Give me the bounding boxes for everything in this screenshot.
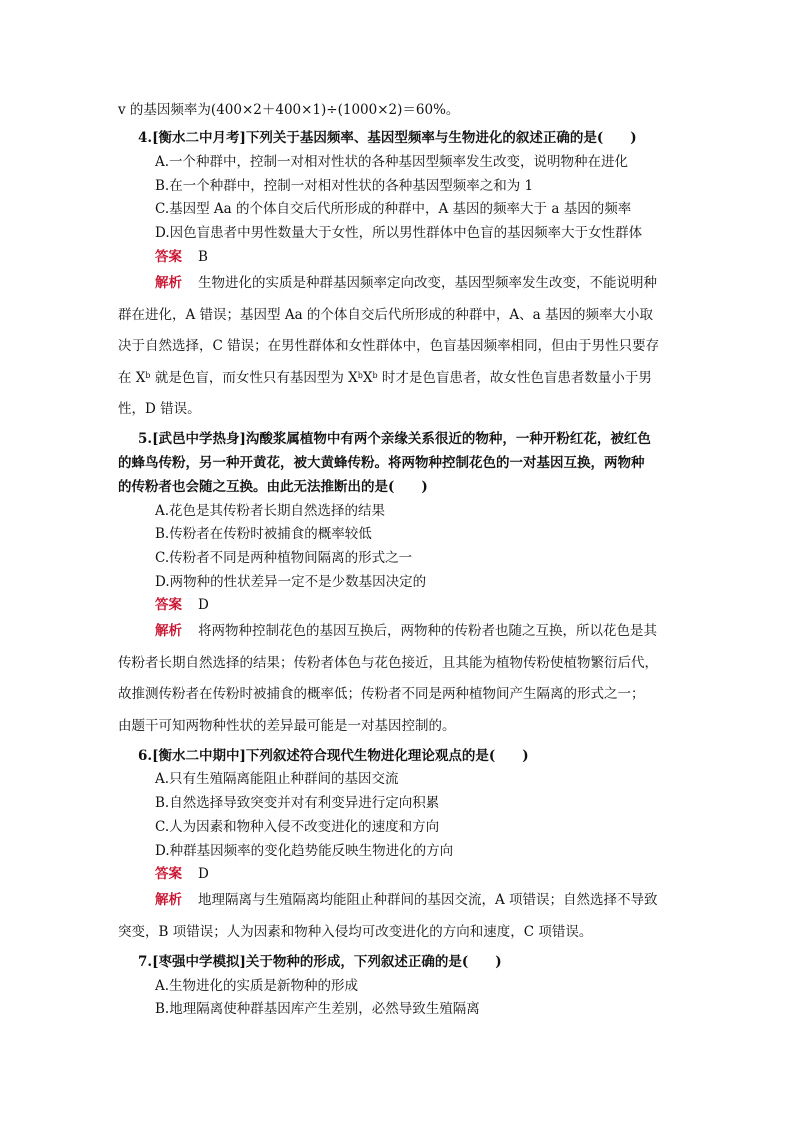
question-4-analysis-line-5: 性，D 错误。 [118,401,201,417]
question-6-option-c: C.人为因素和物种入侵不改变进化的速度和方向 [155,819,440,835]
answer-value: B [198,249,208,265]
analysis-text: 地理隔离与生殖隔离均能阻止种群间的基因交流，A 项错误；自然选择不导致 [198,892,658,908]
question-4-analysis-line-4 [118,370,652,386]
question-4-option-d: D.因色盲患者中男性数量大于女性，所以男性群体中色盲的基因频率大于女性群体 [155,225,643,241]
question-4-analysis-line-2: 群在进化，A 错误；基因型 Aa 的个体自交后代所形成的种群中，A、a 基因的频率大小取 [118,307,654,323]
question-4-option-c: C.基因型 Aa 的个体自交后代所形成的种群中，A 基因的频率大于 a 基因的频率 [155,201,632,217]
answer-label: 答案 [155,597,182,613]
question-4-option-a: A.一个种群中，控制一对相对性状的各种基因型频率发生改变，说明物种在进化 [155,154,629,170]
answer-value: D [198,597,209,613]
analysis-text: 生物进化的实质是种群基因频率定向改变，基因型频率发生改变，不能说明种 [198,275,657,291]
question-5-option-c: C.传粉者不同是两种植物间隔离的形式之一 [155,550,413,566]
answer-value: D [198,866,209,882]
question-5-option-a: A.花色是其传粉者长期自然选择的结果 [155,503,386,519]
question-6-option-b: B.自然选择导致突变并对有利变异进行定向积累 [155,795,440,811]
question-5-analysis-line-1 [155,623,657,639]
superscript-b: b [372,371,378,380]
intro-formula: (400×2＋400×1)÷(1000×2)＝60%。 [210,102,460,118]
analysis-line-4-middle: 就是色盲，而女性只有基因型为 X [154,370,358,386]
superscript-b: b [145,371,151,380]
question-7-stem: 7.[枣强中学模拟]关于物种的形成，下列叙述正确的是( ) [138,954,502,970]
analysis-label: 解析 [155,892,182,908]
question-4-analysis-line-3: 决于自然选择，C 错误；在男性群体和女性群体中，色盲基因频率相同，但由于男性只要存 [118,338,660,354]
question-4-stem: 4.[衡水二中月考]下列关于基因频率、基因型频率与生物进化的叙述正确的是( ) [138,130,637,146]
question-5-option-b: B.传粉者在传粉时被捕食的概率较低 [155,526,372,542]
analysis-line-4-start: 在 X [118,370,146,386]
answer-label: 答案 [155,249,182,265]
question-5-analysis-line-4: 由题干可知两物种性状的差异最可能是一对基因控制的。 [118,718,456,734]
question-6-answer [155,866,209,882]
analysis-text: 将两物种控制花色的基因互换后，两物种的传粉者也随之互换，所以花色是其 [198,623,657,639]
analysis-label: 解析 [155,623,182,639]
question-5-analysis-line-2: 传粉者长期自然选择的结果；传粉者体色与花色接近，且其能为植物传粉使植物繁衍后代， [118,655,658,671]
question-6-stem: 6.[衡水二中期中]下列叙述符合现代生物进化理论观点的是( ) [138,748,529,764]
intro-prefix: v 的基因频率为 [118,102,211,118]
analysis-line-4-x: X [362,370,373,386]
question-5-option-d: D.两物种的性状差异一定不是少数基因决定的 [155,574,427,590]
intro-line [118,102,459,118]
question-5-stem-line-1: 5.[武邑中学热身]沟酸浆属植物中有两个亲缘关系很近的物种，一种开粉红花，被红色 [138,431,651,447]
answer-label: 答案 [155,866,182,882]
superscript-b: b [357,371,363,380]
analysis-line-4-end: 时才是色盲患者，故女性色盲患者数量小于男 [381,370,652,386]
question-5-stem-line-2: 的蜂鸟传粉，另一种开黄花，被大黄蜂传粉。将两物种控制花色的一对基因互换，两物种 [118,455,645,471]
question-6-option-d: D.种群基因频率的变化趋势能反映生物进化的方向 [155,843,454,859]
question-7-option-b: B.地理隔离使种群基因库产生差别，必然导致生殖隔离 [155,1001,480,1017]
question-4-analysis-line-1 [155,275,657,291]
question-6-analysis-line-1 [155,892,658,908]
question-6-option-a: A.只有生殖隔离能阻止种群间的基因交流 [155,771,399,787]
analysis-label: 解析 [155,275,182,291]
question-4-answer [155,249,208,265]
question-5-analysis-line-3: 故推测传粉者在传粉时被捕食的概率低；传粉者不同是两种植物间产生隔离的形式之一； [118,686,645,702]
question-5-answer [155,597,209,613]
question-7-option-a: A.生物进化的实质是新物种的形成 [155,978,359,994]
question-5-stem-line-3: 的传粉者也会随之互换。由此无法推断出的是( ) [118,479,428,495]
question-6-analysis-line-2: 突变，B 项错误；人为因素和物种入侵均可改变进化的方向和速度，C 项错误。 [118,924,593,940]
question-4-option-b: B.在一个种群中，控制一对相对性状的各种基因型频率之和为 1 [155,178,534,194]
